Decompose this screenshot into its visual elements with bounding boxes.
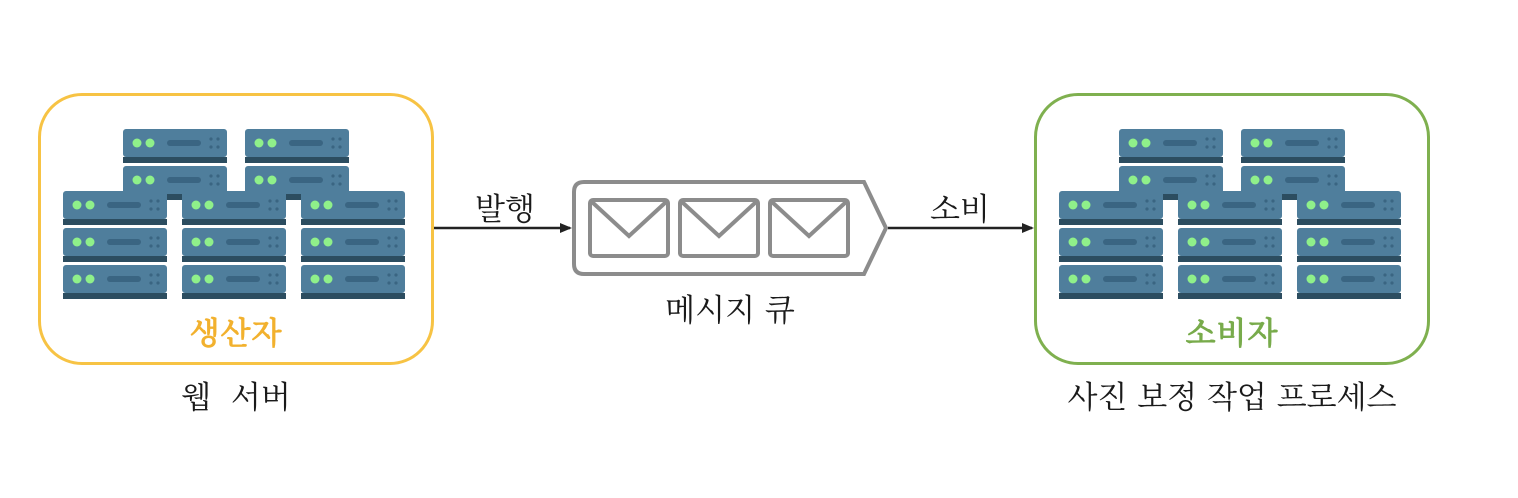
message-queue-icon (574, 182, 886, 274)
publish-label: 발행 (475, 192, 535, 228)
consumer-caption: 사진 보정 작업 프로세스 (1067, 380, 1397, 416)
producer-caption: 웹 서버 (181, 380, 291, 416)
producer-title: 생산자 (189, 316, 283, 352)
consumer-title: 소비자 (1185, 316, 1279, 352)
consume-label: 소비 (930, 192, 990, 228)
queue-caption: 메시지 큐 (665, 293, 795, 329)
